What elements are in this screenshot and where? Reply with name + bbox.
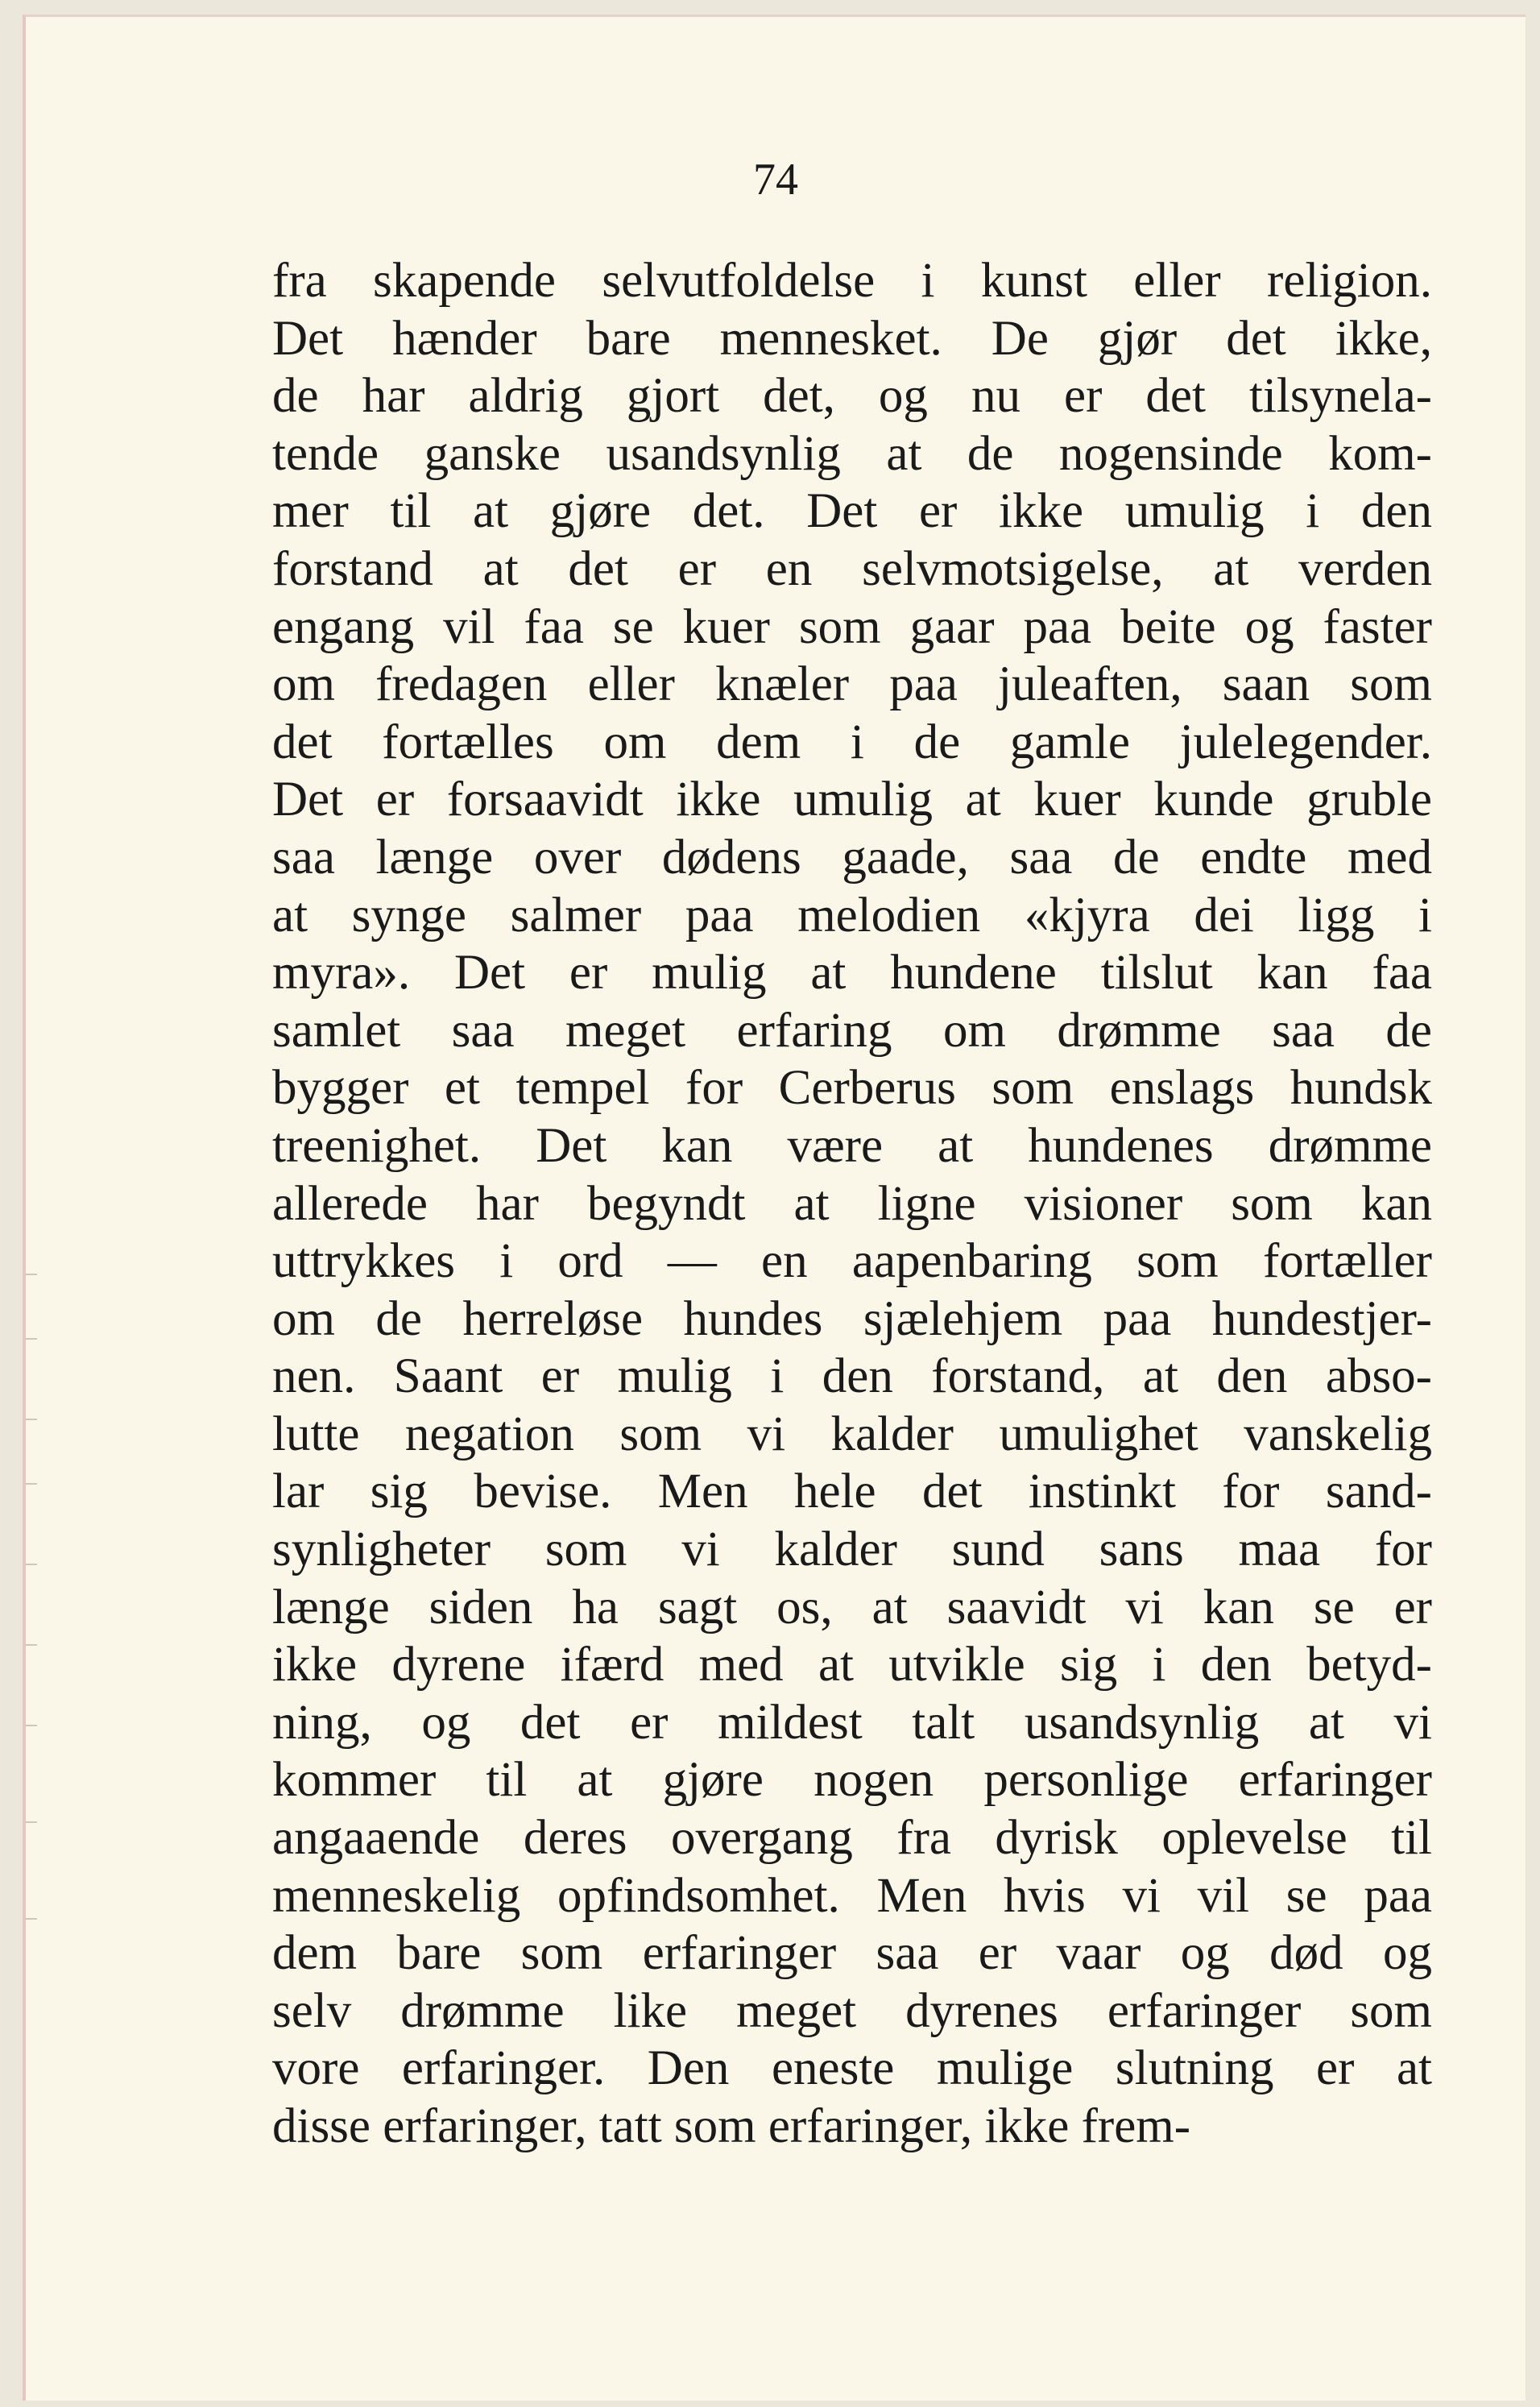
text-line: saa længe over dødens gaade, saa de endte med: [272, 830, 1432, 884]
text-line: uttrykkes i ord — en aapenbaring som fortæller: [272, 1234, 1432, 1289]
text-line: ikke dyrene ifærd med at utvikle sig i den betyd-: [272, 1638, 1432, 1692]
edge-mark: [26, 1338, 37, 1340]
text-line: disse erfaringer, tatt som erfaringer, ikke frem-: [272, 2099, 1191, 2153]
text-line: nen. Saant er mulig i den forstand, at den abso-: [272, 1349, 1432, 1404]
text-line: om de herreløse hundes sjælehjem paa hundestjer-: [272, 1291, 1432, 1346]
text-line: menneskelig opfindsomhet. Men hvis vi vil se paa: [272, 1868, 1432, 1923]
text-line: om fredagen eller knæler paa juleaften, saan som: [272, 657, 1432, 712]
edge-mark: [26, 1483, 37, 1485]
edge-mark: [26, 1918, 37, 1920]
edge-mark: [26, 1725, 37, 1726]
text-line: længe siden ha sagt os, at saavidt vi kan se er: [272, 1580, 1432, 1634]
text-line: angaaende deres overgang fra dyrisk oplevelse til: [272, 1811, 1432, 1866]
text-line: ning, og det er mildest talt usandsynlig at vi: [272, 1695, 1432, 1750]
body-text: [272, 252, 1432, 2156]
text-line: selv drømme like meget dyrenes erfaringer som: [272, 1983, 1432, 2038]
text-line: at synge salmer paa melodien «kjyra dei ligg i: [272, 888, 1432, 942]
edge-mark: [26, 1644, 37, 1646]
text-line: treenighet. Det kan være at hundenes drømme: [272, 1118, 1432, 1173]
text-line: Det er forsaavidt ikke umulig at kuer kunde gruble: [272, 773, 1432, 827]
text-line: fra skapende selvutfoldelse i kunst eller religion.: [272, 254, 1432, 308]
text-line: lutte negation som vi kalder umulighet vanskelig: [272, 1406, 1432, 1461]
text-line: synligheter som vi kalder sund sans maa for: [272, 1522, 1432, 1577]
edge-mark: [26, 1419, 37, 1420]
edge-mark: [26, 1821, 37, 1823]
edge-mark: [26, 1274, 37, 1275]
text-line: mer til at gjøre det. Det er ikke umulig i den: [272, 484, 1432, 539]
page-number: 74: [753, 155, 798, 205]
text-line: vore erfaringer. Den eneste mulige slutning er at: [272, 2041, 1432, 2096]
edge-mark: [26, 1564, 37, 1565]
text-line: lar sig bevise. Men hele det instinkt for sand-: [272, 1464, 1432, 1519]
text-line: kommer til at gjøre nogen personlige erfaringer: [272, 1753, 1432, 1808]
text-line: Det hænder bare mennesket. De gjør det ikke,: [272, 311, 1432, 366]
text-line: de har aldrig gjort det, og nu er det tilsynela-: [272, 369, 1432, 424]
text-line: myra». Det er mulig at hundene tilslut kan faa: [272, 946, 1432, 1000]
text-line: det fortælles om dem i de gamle julelegender.: [272, 715, 1432, 769]
text-line: allerede har begyndt at ligne visioner som kan: [272, 1176, 1432, 1231]
text-line: samlet saa meget erfaring om drømme saa de: [272, 1003, 1432, 1058]
text-line: forstand at det er en selvmotsigelse, at verden: [272, 541, 1432, 596]
book-page: [23, 14, 1526, 2401]
text-line: tende ganske usandsynlig at de nogensinde kom-: [272, 426, 1432, 481]
text-line: engang vil faa se kuer som gaar paa beite og faster: [272, 599, 1432, 654]
text-line: bygger et tempel for Cerberus som enslags hundsk: [272, 1061, 1432, 1116]
text-line: dem bare som erfaringer saa er vaar og død og: [272, 1926, 1432, 1981]
